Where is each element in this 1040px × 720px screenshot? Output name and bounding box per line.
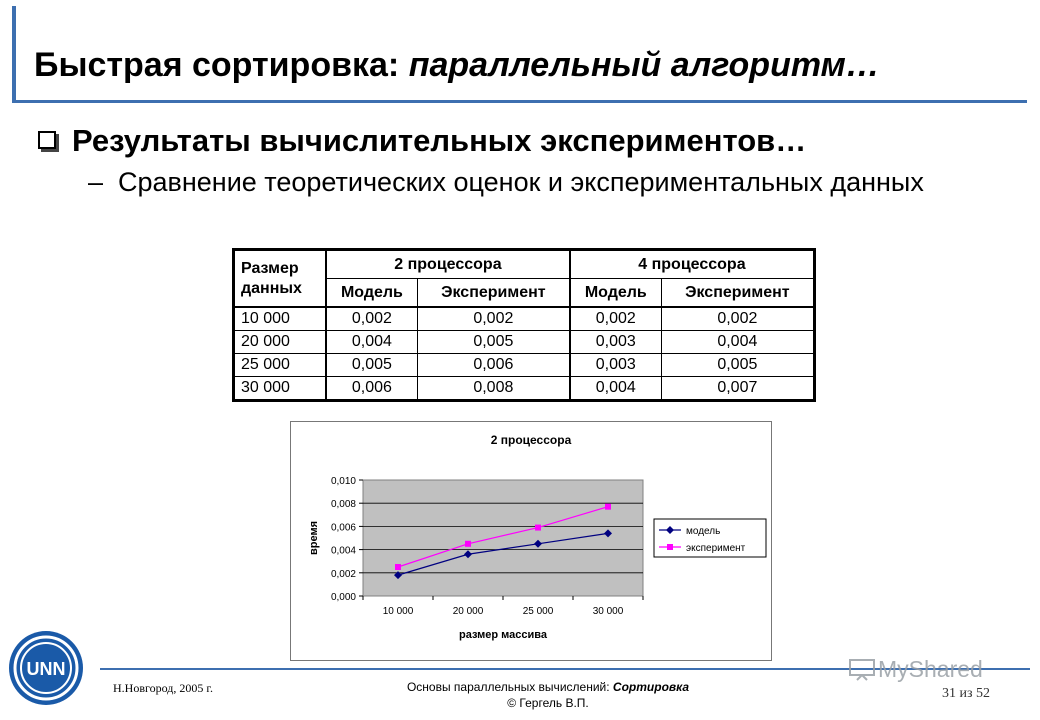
results-table bbox=[232, 248, 816, 402]
data-point bbox=[395, 564, 401, 570]
table-cell: 0,002 bbox=[417, 307, 570, 331]
slide-title bbox=[34, 46, 880, 85]
footer-course-line1 bbox=[368, 679, 728, 695]
sub-bullet-text: Сравнение теоретических оценок и экспериментальных данных bbox=[118, 167, 924, 197]
footer-location: Н.Новгород, 2005 г. bbox=[113, 681, 213, 695]
table-cell: 30 000 bbox=[234, 377, 327, 401]
table-row bbox=[234, 331, 815, 354]
bullet-line bbox=[38, 123, 806, 159]
y-tick-label: 0,006 bbox=[330, 522, 356, 534]
legend-label: эксперимент bbox=[686, 543, 746, 554]
plot-area bbox=[363, 480, 643, 596]
logo-lettering: UNN bbox=[26, 659, 66, 679]
chart-frame bbox=[290, 421, 772, 661]
y-tick-label: 0,004 bbox=[330, 545, 356, 557]
title-accent-bar bbox=[12, 6, 16, 102]
chart-title: 2 процессора bbox=[490, 433, 572, 447]
y-axis-label: время bbox=[308, 520, 320, 556]
title-underline bbox=[12, 100, 1027, 103]
checkbox-bullet-icon bbox=[38, 131, 56, 149]
footer-course-topic: Сортировка bbox=[612, 680, 690, 694]
table-cell: 0,006 bbox=[417, 354, 570, 377]
table-cell: 0,008 bbox=[417, 377, 570, 401]
x-tick-label: 10 000 bbox=[382, 606, 414, 617]
table-cell: 0,002 bbox=[570, 307, 661, 331]
page-number: 31 из 52 bbox=[942, 686, 991, 701]
table-cell: 0,004 bbox=[326, 331, 417, 354]
footer-course-plain: Основы параллельных вычислений: bbox=[406, 680, 613, 694]
table-cell: 25 000 bbox=[234, 354, 327, 377]
data-point bbox=[605, 504, 611, 510]
title-main: Быстрая сортировка: bbox=[34, 46, 409, 84]
footer-course bbox=[368, 679, 728, 711]
x-tick-label: 20 000 bbox=[452, 606, 484, 617]
unn-logo-icon bbox=[6, 628, 86, 708]
footer-author: © Гергель В.П. bbox=[507, 696, 589, 710]
table-cell: 0,005 bbox=[417, 331, 570, 354]
table-cell: 20 000 bbox=[234, 331, 327, 354]
table-cell: 0,003 bbox=[570, 331, 661, 354]
x-axis-label: размер массива bbox=[458, 629, 548, 641]
header-model-4: Модель bbox=[570, 279, 661, 308]
legend-label: модель bbox=[686, 526, 721, 537]
table-row bbox=[234, 377, 815, 401]
title-italic: параллельный алгоритм… bbox=[408, 46, 880, 84]
table-cell: 0,007 bbox=[661, 377, 814, 401]
table-cell: 0,004 bbox=[570, 377, 661, 401]
table-row bbox=[234, 354, 815, 377]
header-exp-2: Эксперимент bbox=[417, 279, 570, 308]
watermark-text: MyShared bbox=[878, 656, 983, 682]
table-cell: 0,005 bbox=[326, 354, 417, 377]
bullet-text: Результаты вычислительных экспериментов… bbox=[72, 123, 807, 158]
header-group-2: 2 процессора bbox=[326, 250, 570, 279]
table-cell: 10 000 bbox=[234, 307, 327, 331]
y-tick-label: 0,010 bbox=[330, 476, 356, 487]
data-point bbox=[465, 541, 471, 547]
header-exp-4: Эксперимент bbox=[661, 279, 814, 308]
table-row bbox=[234, 307, 815, 331]
x-tick-label: 30 000 bbox=[592, 606, 624, 617]
y-tick-label: 0,008 bbox=[330, 499, 356, 511]
table-cell: 0,002 bbox=[326, 307, 417, 331]
table-cell: 0,006 bbox=[326, 377, 417, 401]
table-cell: 0,005 bbox=[661, 354, 814, 377]
table-header-row bbox=[234, 250, 815, 279]
table-cell: 0,002 bbox=[661, 307, 814, 331]
y-tick-label: 0,002 bbox=[330, 568, 356, 580]
sub-bullet-dash: – bbox=[88, 167, 104, 197]
header-model-2: Модель bbox=[326, 279, 417, 308]
table-cell: 0,004 bbox=[661, 331, 814, 354]
header-size: Размер данных bbox=[234, 250, 327, 308]
legend-marker bbox=[667, 544, 673, 550]
data-point bbox=[535, 525, 541, 531]
line-chart bbox=[291, 422, 771, 660]
x-tick-label: 25 000 bbox=[522, 606, 554, 617]
watermark bbox=[848, 656, 983, 683]
header-group-4: 4 процессора bbox=[570, 250, 815, 279]
y-tick-label: 0,000 bbox=[330, 592, 356, 603]
table-cell: 0,003 bbox=[570, 354, 661, 377]
presentation-icon bbox=[848, 657, 876, 681]
